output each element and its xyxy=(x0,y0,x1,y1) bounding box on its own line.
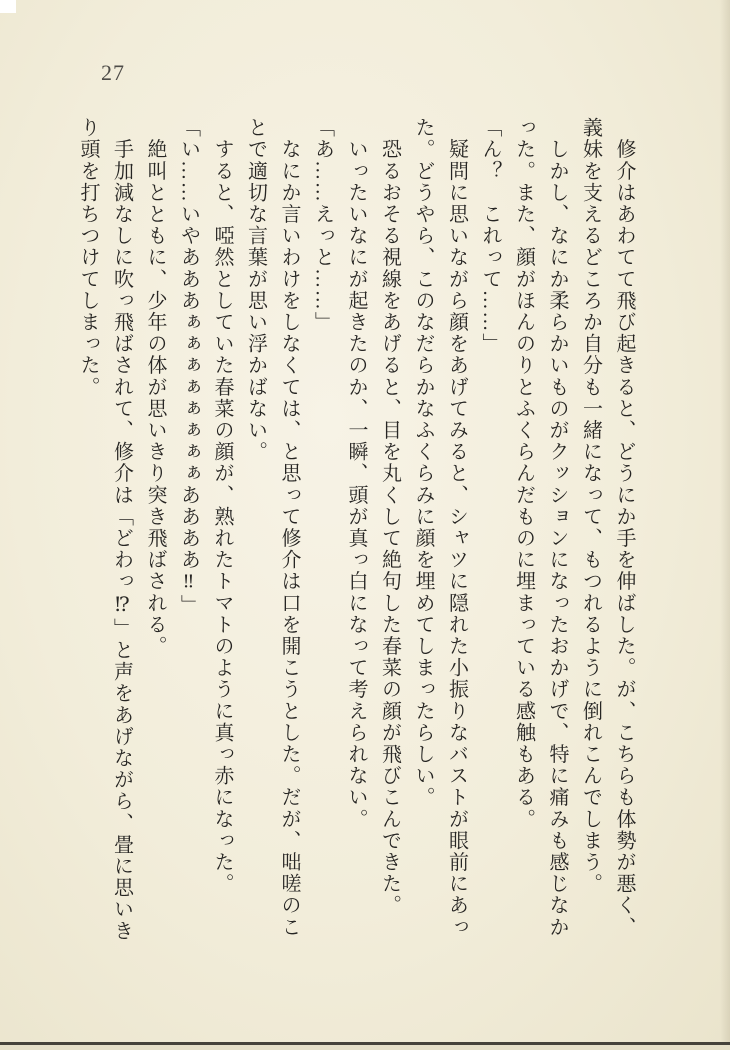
text-line: 「ん？ これって……」 xyxy=(479,117,501,355)
text-line: 絶叫とともに、少年の体が思いきり突き飛ばされる。 xyxy=(144,117,166,657)
page-right-edge-shadow xyxy=(720,0,730,1050)
text-line: いったいなにが起きたのか、一瞬、頭が真っ白になって考えられない。 xyxy=(345,117,367,830)
text-line: 疑問に思いながら顔をあげてみると、シャツに隠れた小振りなバストが眼前にあっ xyxy=(445,117,468,938)
text-line: り頭を打ちつけてしまった。 xyxy=(77,117,99,398)
page-number: 27 xyxy=(101,60,125,85)
text-line: 恐るおそる視線をあげると、目を丸くして絶句した春菜の顔が飛びこんできた。 xyxy=(378,117,401,917)
text-line: った。また、顔がほんのりとふくらんだものに埋まっている感触もある。 xyxy=(512,117,535,830)
text-line: とで適切な言葉が思い浮かばない。 xyxy=(244,117,267,463)
text-line: た。どうやら、このなだらかなふくらみに顔を埋めてしまったらしい。 xyxy=(412,117,434,809)
page-bottom-edge-margin xyxy=(0,1045,730,1050)
text-line: なにか言いわけをしなくては、と思って修介は口を開こうとした。だが、咄嗟のこ xyxy=(278,117,300,938)
text-line: 手加減なしに吹っ飛ばされて、修介は「どわっ⁉」と声をあげながら、畳に思いき xyxy=(110,117,133,942)
text-line: しかし、なにか柔らかいものがクッションになったおかげで、特に痛みも感じなか xyxy=(546,117,568,938)
text-line: 義妹を支えるどころか自分も一緒になって、もつれるように倒れこんでしまう。 xyxy=(579,117,602,895)
scan-corner-artifact xyxy=(0,0,16,13)
text-line: 「あ……えっと……」 xyxy=(311,117,334,333)
text-line: すると、啞然としていた春菜の顔が、熟れたトマトのように真っ赤になった。 xyxy=(211,117,233,895)
novel-text-block xyxy=(71,117,641,997)
text-line: 修介はあわてて飛び起きると、どうにか手を伸ばした。が、こちらも体勢が悪く、 xyxy=(613,117,635,938)
text-line: 「い……いやあああぁぁぁぁぁぁぁぁああああ‼」 xyxy=(177,117,200,616)
